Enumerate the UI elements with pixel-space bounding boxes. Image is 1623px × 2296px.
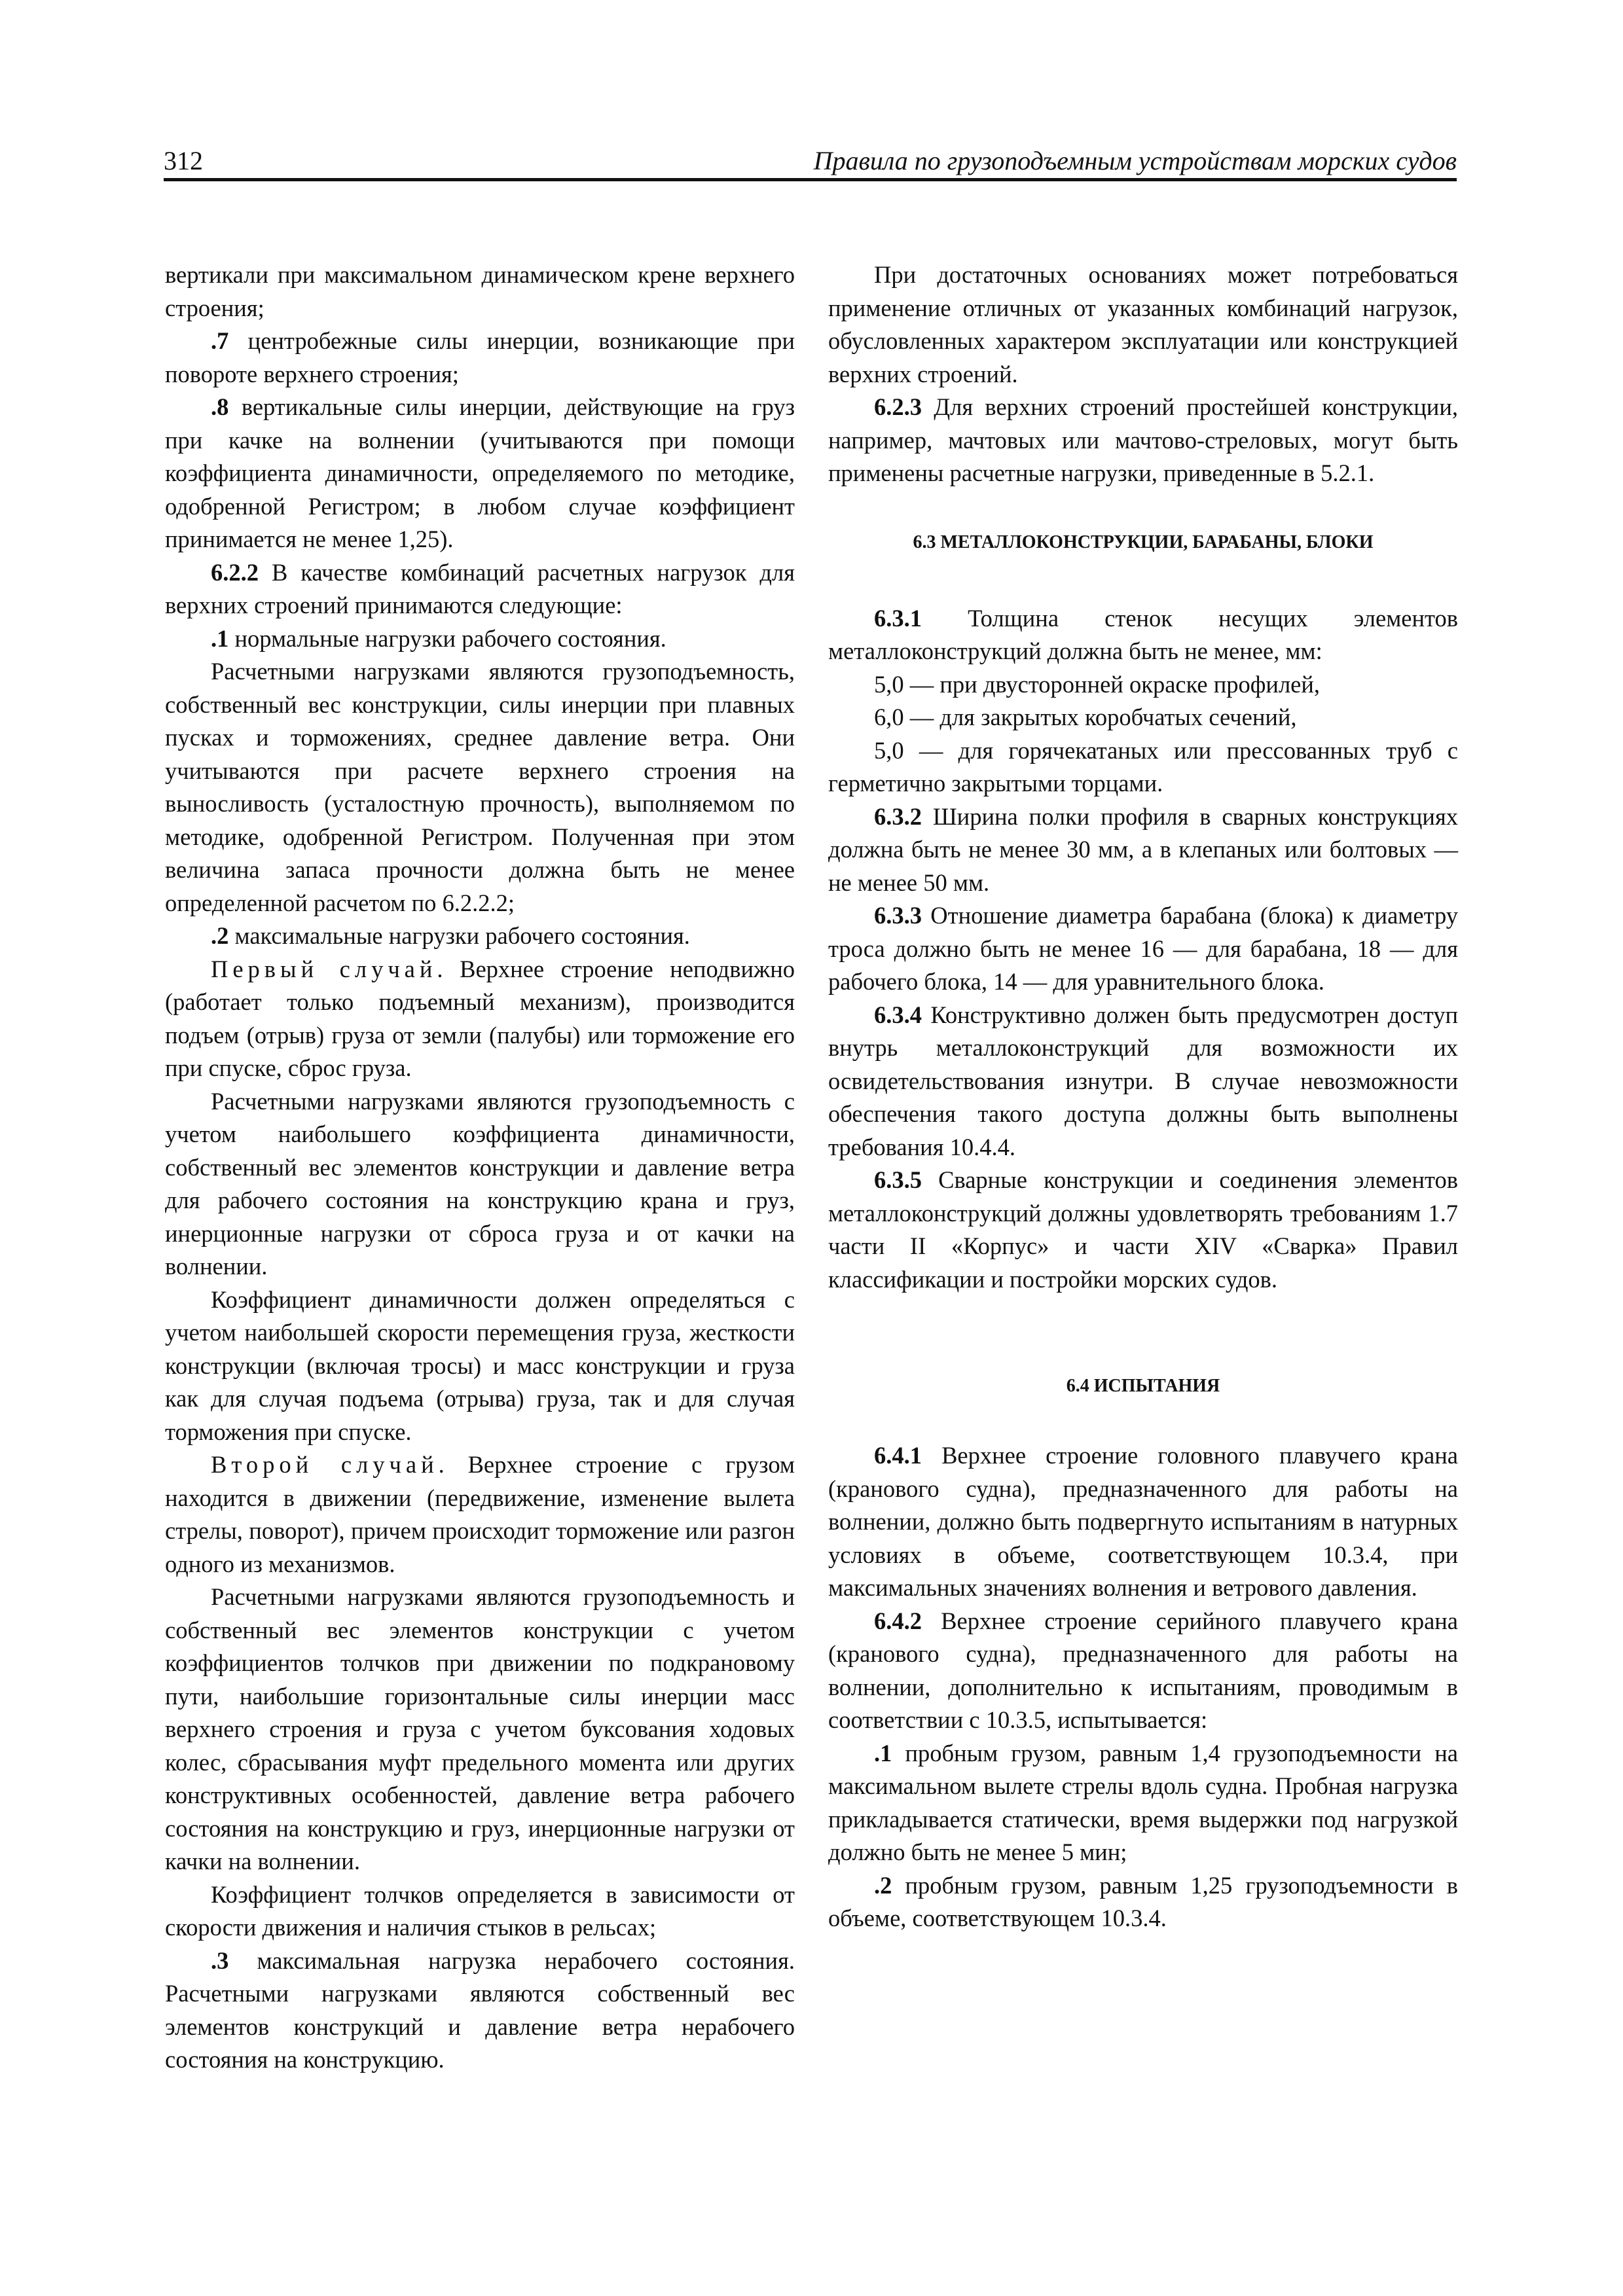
running-title: Правила по грузоподъемным устройствам морских судов bbox=[813, 146, 1457, 175]
item-number: .1 bbox=[211, 624, 229, 652]
header-rule bbox=[164, 178, 1457, 181]
paragraph: Второй случай. Верхнее строение с грузом находится в движении (передвижение, изменение вылета стрелы, поворот), причем происходит торможение или разгон одного из механизмов. bbox=[165, 1451, 795, 1577]
paragraph: 6.3.5 Сварные конструкции и соединения элементов металлоконструкций должны удовлетворять требованиям 1.7 части II «Корпус» и части XIV «Сварка» Правил классификации и постройки морских судов. bbox=[828, 1166, 1458, 1293]
paragraph: Коэффициент толчков определяется в зависимости от скорости движения и наличия стыков в рельсах; bbox=[165, 1880, 795, 1941]
paragraph: 5,0 — при двусторонней окраске профилей, bbox=[874, 670, 1321, 698]
paragraph: 6.2.2 В качестве комбинаций расчетных нагрузок для верхних строений принимаются следующие: bbox=[165, 558, 795, 619]
paragraph: Расчетными нагрузками являются грузоподъемность с учетом наибольшего коэффициента динамичности, собственный вес элементов конструкции и давление ветра для рабочего состояния на конструкцию крана и груз, инерционные нагрузки от сброса груза и от качки на волнении. bbox=[165, 1087, 795, 1280]
section-number: 6.4.2 bbox=[874, 1607, 922, 1634]
paragraph: 6.3.1 Толщина стенок несущих элементов металлоконструкций должна быть не менее, мм: bbox=[828, 604, 1458, 664]
item-number: .2 bbox=[211, 922, 229, 949]
paragraph: 6.2.3 Для верхних строений простейшей конструкции, например, мачтовых или мачтово-стреловых, могут быть применены расчетные нагрузки, приведенные в 5.2.1. bbox=[828, 393, 1458, 486]
paragraph: Расчетными нагрузками являются грузоподъемность и собственный вес элементов конструкции с учетом коэффициентов толчков при движении по подкрановому пути, наибольшие горизонтальные силы инерции масс верхнего строения и груза с учетом буксования ходовых колес, сбрасывания муфт предельного момента или других конструктивных особенностей, давление ветра рабочего состояния на конструкцию и груз, инерционные нагрузки от качки на волнении. bbox=[165, 1583, 795, 1874]
spacer bbox=[828, 1296, 1458, 1373]
section-number: 6.3.1 bbox=[874, 604, 922, 632]
paragraph: Коэффициент динамичности должен определяться с учетом наибольшей скорости перемещения груза, жесткости конструкции (включая тросы) и масс конструкции и груза как для случая подъема (отрыва) груза, так и для случая торможения при спуске. bbox=[165, 1285, 795, 1445]
spaced-term: Первый случай bbox=[211, 955, 437, 982]
paragraph: 6.3.3 Отношение диаметра барабана (блока) к диаметру троса должно быть не менее 16 — для барабана, 18 — для рабочего блока, 14 — для уравнительного блока. bbox=[828, 902, 1458, 995]
paragraph: .1 пробным грузом, равным 1,4 грузоподъемности на максимальном вылете стрелы вдоль судна. Пробная нагрузка прикладывается статически, время выдержки под нагрузкой должно быть не менее 5 мин; bbox=[828, 1739, 1458, 1865]
section-number: 6.3.4 bbox=[874, 1001, 922, 1028]
right-column bbox=[828, 259, 1458, 1935]
paragraph: 6.4.1 Верхнее строение головного плавучего крана (кранового судна), предназначенного для работы на волнении, должно быть подвергнуто испытаниям в натурных условиях в объеме, соответствующем 10.3.4, при максимальных значениях волнения и ветрового давления. bbox=[828, 1442, 1458, 1601]
paragraph: .2 максимальные нагрузки рабочего состояния. bbox=[211, 922, 690, 949]
paragraph: .7 центробежные силы инерции, возникающие при повороте верхнего строения; bbox=[165, 327, 795, 387]
section-number: 6.3.5 bbox=[874, 1166, 922, 1193]
section-number: 6.2.3 bbox=[874, 393, 922, 420]
paragraph: вертикали при максимальном динамическом крене верхнего строения; bbox=[165, 261, 795, 321]
section-number: 6.3.2 bbox=[874, 802, 922, 830]
paragraph: 6.3.2 Ширина полки профиля в сварных конструкциях должна быть не менее 30 мм, а в клепаных или болтовых — не менее 50 мм. bbox=[828, 802, 1458, 896]
section-number: 6.4.1 bbox=[874, 1442, 922, 1469]
paragraph: 5,0 — для горячекатаных или прессованных труб с герметично закрытыми торцами. bbox=[828, 736, 1458, 797]
item-number: .7 bbox=[211, 327, 229, 354]
item-number: .1 bbox=[874, 1739, 892, 1767]
paragraph: 6.3.4 Конструктивно должен быть предусмотрен доступ внутрь металлоконструкций для возможности их освидетельствования изнутри. В случае невозможности обеспечения такого доступа должны быть выполнены требования 10.4.4. bbox=[828, 1001, 1458, 1160]
item-number: .3 bbox=[211, 1946, 229, 1974]
page-header bbox=[164, 144, 1457, 180]
spacer bbox=[828, 490, 1458, 529]
section-number: 6.2.2 bbox=[211, 558, 259, 586]
section-number: 6.3.3 bbox=[874, 902, 922, 929]
item-number: .2 bbox=[874, 1871, 892, 1899]
spacer bbox=[828, 556, 1458, 602]
left-column bbox=[165, 259, 795, 2077]
paragraph: При достаточных основаниях может потребоваться применение отличных от указанных комбинаций нагрузок, обусловленных характером эксплуатации или конструкцией верхних строений. bbox=[828, 261, 1458, 387]
paragraph: Первый случай. Верхнее строение неподвижно (работает только подъемный механизм), производится подъем (отрыв) груза от земли (палубы) или торможение его при спуске, сброс груза. bbox=[165, 955, 795, 1081]
paragraph: .3 максимальная нагрузка нерабочего состояния. Расчетными нагрузками являются собственный вес элементов конструкций и давление ветра нерабочего состояния на конструкцию. bbox=[165, 1946, 795, 2073]
section-heading: 6.4 ИСПЫТАНИЯ bbox=[1066, 1376, 1220, 1396]
paragraph: .8 вертикальные силы инерции, действующие на груз при качке на волнении (учитываются при помощи коэффициента динамичности, определяемого по методике, одобренной Регистром; в любом случае коэффициент принимается не менее 1,25). bbox=[165, 393, 795, 552]
paragraph: 6,0 — для закрытых коробчатых сечений, bbox=[874, 704, 1297, 730]
paragraph: .1 нормальные нагрузки рабочего состояния. bbox=[211, 624, 666, 652]
paragraph: Расчетными нагрузками являются грузоподъемность, собственный вес конструкции, силы инерции при плавных пусках и торможениях, среднее давление ветра. Они учитываются при расчете верхнего строения на выносливость (усталостную прочность), выполняемом по методике, одобренной Регистром. Полученная при этом величина запаса прочности должна быть не менее определенной расчетом по 6.2.2.2; bbox=[165, 658, 795, 916]
item-number: .8 bbox=[211, 393, 229, 420]
spaced-term: Второй случай bbox=[211, 1451, 439, 1478]
page-number: 312 bbox=[164, 146, 203, 175]
spacer bbox=[828, 1399, 1458, 1439]
paragraph: 6.4.2 Верхнее строение серийного плавучего крана (кранового судна), предназначенного для работы на волнении, дополнительно к испытаниям, проводимым в соответствии с 10.3.5, испытывается: bbox=[828, 1607, 1458, 1733]
section-heading: 6.3 МЕТАЛЛОКОНСТРУКЦИИ, БАРАБАНЫ, БЛОКИ bbox=[913, 531, 1374, 552]
paragraph: .2 пробным грузом, равным 1,25 грузоподъемности в объеме, соответствующем 10.3.4. bbox=[828, 1871, 1458, 1931]
